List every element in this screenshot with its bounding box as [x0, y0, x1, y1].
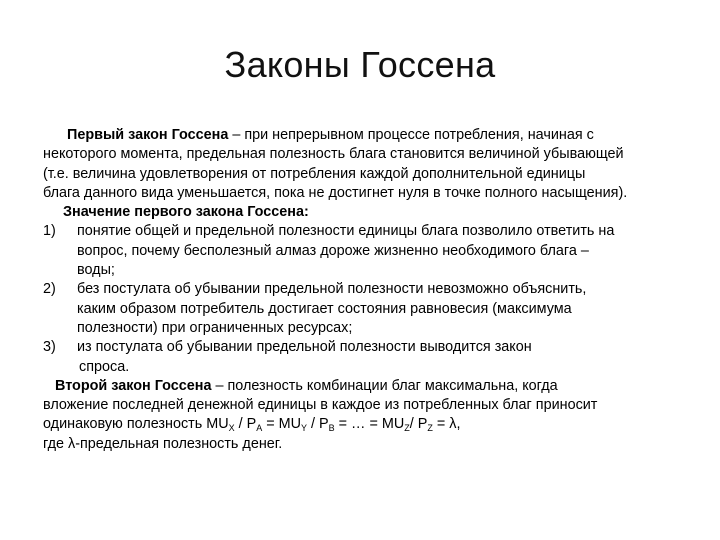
list-item-line: вопрос, почему бесполезный алмаз дороже жизненно необходимого блага –: [77, 242, 589, 259]
first-law-line-1: [43, 126, 673, 145]
list-item: [43, 338, 673, 357]
first-law-definition-start: – при непрерывном процессе потребления, начиная с: [228, 127, 594, 143]
formula-text: = … = MU: [334, 416, 405, 433]
formula-text: / P: [307, 416, 329, 433]
list-number: 1): [43, 223, 56, 240]
formula-subscript: B: [328, 423, 335, 434]
slide-body: [43, 126, 673, 454]
first-law-term: Первый закон Госсена: [67, 127, 229, 143]
significance-heading: [43, 203, 673, 222]
formula-text: одинаковую полезность MU: [43, 416, 229, 433]
formula-subscript: Z: [404, 423, 410, 434]
first-law-line-2: некоторого момента, предельная полезность блага становится величиной убывающей: [43, 146, 624, 163]
list-item-line: понятие общей и предельной полезности единицы блага позволило ответить на: [77, 223, 615, 240]
list-number: 2): [43, 281, 56, 298]
formula-subscript: A: [256, 423, 263, 434]
list-item-line: без постулата об убывании предельной полезности невозможно объяснить,: [77, 281, 587, 298]
formula-text: = λ,: [432, 416, 461, 433]
slide-title: Законы Госсена: [224, 44, 496, 85]
second-law-term: Второй закон Госсена: [55, 377, 212, 394]
formula-subscript: X: [228, 423, 235, 434]
list-item-line: из постулата об убывании предельной полезности выводится закон: [77, 339, 532, 356]
second-law-formula-line: [43, 415, 673, 434]
formula-subscript: Y: [301, 423, 308, 434]
formula-text: = MU: [262, 416, 302, 433]
list-item-line: спроса.: [79, 358, 130, 375]
second-law-line-1: [43, 377, 673, 396]
formula-text: / P: [409, 416, 428, 433]
second-law-line-4: где λ-предельная полезность денег.: [43, 435, 283, 452]
formula-text: / P: [234, 416, 257, 433]
formula-subscript: Z: [427, 423, 433, 434]
list-item-line: полезности) при ограниченных ресурсах;: [77, 319, 353, 336]
significance-heading-text: Значение первого закона Госсена:: [63, 204, 309, 221]
list-item: [43, 280, 673, 299]
list-number: 3): [43, 339, 56, 356]
list-item-line: каким образом потребитель достигает состояния равновесия (максимума: [77, 300, 572, 317]
first-law-line-3: (т.е. величина удовлетворения от потребления каждой дополнительной единицы: [43, 165, 586, 182]
list-item: [43, 222, 673, 241]
second-law-definition-start: – полезность комбинации благ максимальна, когда: [211, 377, 558, 394]
second-law-line-2: вложение последней денежной единицы в каждое из потребленных благ приносит: [43, 397, 598, 414]
first-law-line-4: блага данного вида уменьшается, пока не достигнет нуля в точке полного насыщения).: [43, 184, 628, 201]
list-item-line: воды;: [77, 262, 115, 279]
